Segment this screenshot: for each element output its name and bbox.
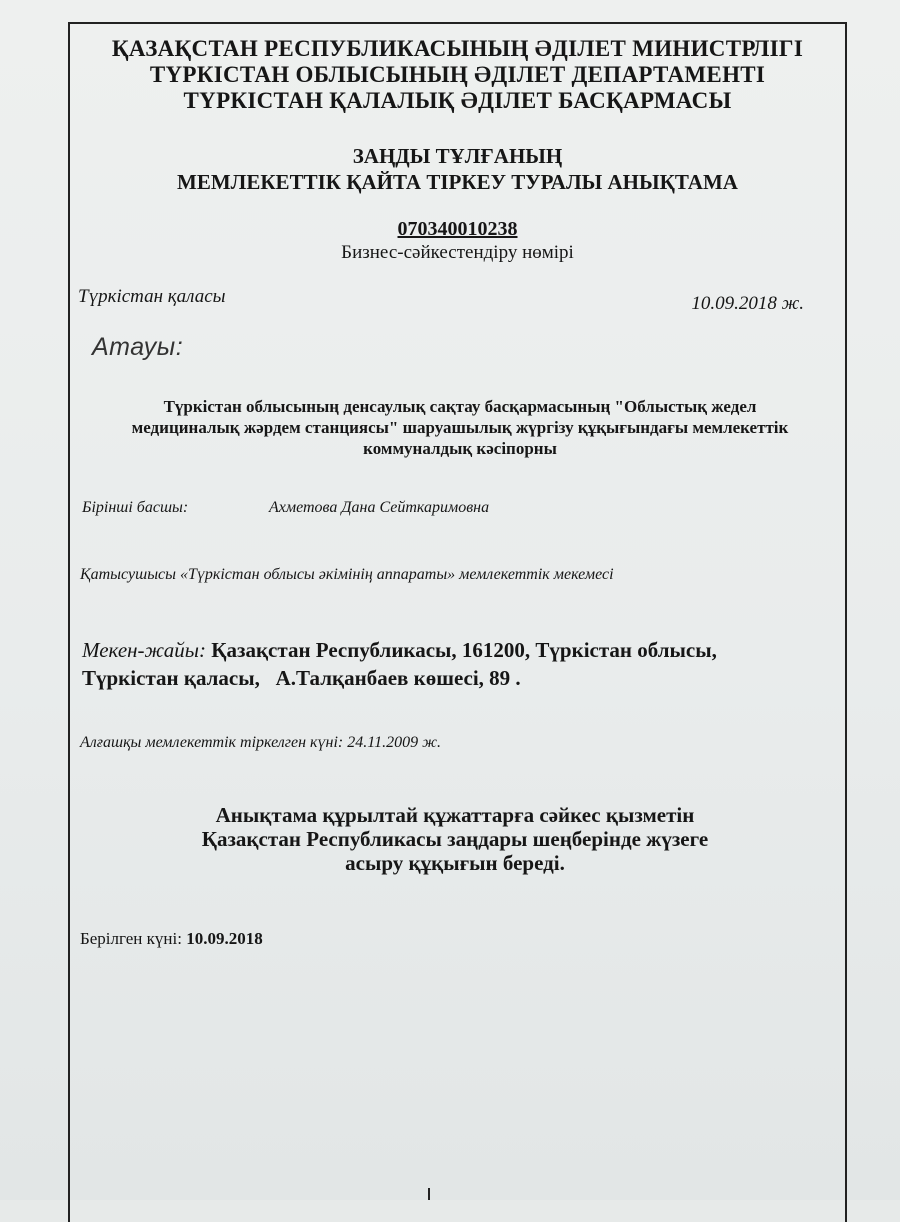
ministry-header-line-3: ТҮРКІСТАН ҚАЛАЛЫҚ ӘДІЛЕТ БАСҚАРМАСЫ: [183, 88, 732, 113]
issued-date-field: [80, 929, 263, 949]
document-title-line-1: ЗАҢДЫ ТҰЛҒАНЫҢ: [352, 144, 563, 168]
statement-line-3: асыру құқығын береді.: [345, 851, 565, 875]
statement-line-1: Анықтама құрылтай құжаттарға сәйкес қызметін: [215, 803, 695, 827]
director-name: Ахметова Дана Сейткаримовна: [269, 499, 490, 516]
certificate-statement: [130, 803, 780, 875]
name-label: Атауы:: [92, 333, 184, 361]
issue-city: Түркістан қаласы: [78, 286, 226, 307]
address-field: [82, 636, 802, 692]
address-line-2: Түркістан қаласы, А.Талқанбаев көшесі, 89 .: [82, 666, 521, 690]
issued-date-value: 10.09.2018: [186, 929, 263, 948]
address-line-1: Қазақстан Республикасы, 161200, Түркістан облысы,: [211, 638, 717, 662]
document-title-line-2: МЕМЛЕКЕТТІК ҚАЙТА ТІРКЕУ ТУРАЛЫ АНЫҚТАМА: [177, 170, 738, 194]
first-registration-date: Алғашқы мемлекеттік тіркелген күні: 24.11.2009 ж.: [80, 734, 441, 751]
issued-label: Берілген күні:: [80, 929, 182, 948]
document-border: [68, 22, 847, 1222]
participant-field: Қатысушысы «Түркістан облысы әкімінің аппараты» мемлекеттік мекемесі: [80, 566, 614, 583]
issue-date: 10.09.2018 ж.: [691, 293, 804, 314]
statement-line-2: Қазақстан Республикасы заңдары шеңберінде жүзеге: [201, 827, 709, 851]
organization-name-line-3: коммуналдық кәсіпорны: [363, 439, 557, 458]
page-notch: [428, 1188, 430, 1200]
address-label: Мекен-жайы:: [82, 638, 207, 662]
organization-name-line-2: медициналық жәрдем станциясы" шаруашылық жүргізу құқығындағы мемлекеттік: [131, 418, 789, 437]
bin-number: 070340010238: [397, 218, 518, 240]
organization-name-line-1: Түркістан облысының денсаулық сақтау басқармасының "Облыстық жедел: [163, 397, 757, 416]
director-label: Бірінші басшы:: [82, 499, 189, 516]
bin-label: Бизнес-сәйкестендіру нөмірі: [341, 242, 574, 263]
ministry-header-line-1: ҚАЗАҚСТАН РЕСПУБЛИКАСЫНЫҢ ӘДІЛЕТ МИНИСТРЛІГІ: [111, 36, 804, 61]
ministry-header-line-2: ТҮРКІСТАН ОБЛЫСЫНЫҢ ӘДІЛЕТ ДЕПАРТАМЕНТІ: [149, 62, 766, 87]
organization-name: [90, 396, 830, 459]
director-field: [82, 499, 490, 517]
